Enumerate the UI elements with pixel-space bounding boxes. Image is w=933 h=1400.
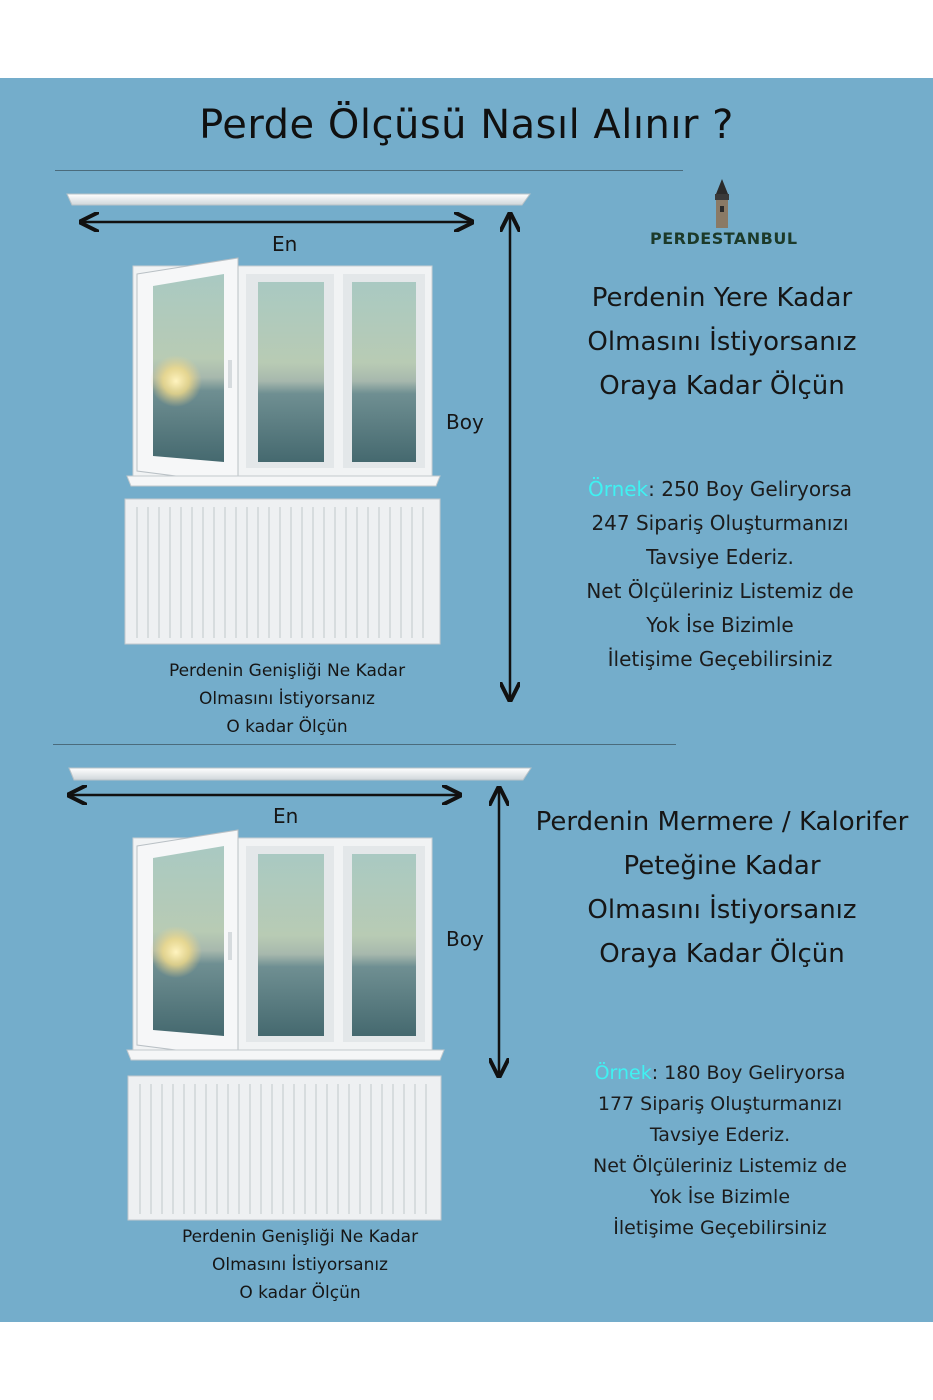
note-line: Yok İse Bizimle	[646, 613, 794, 637]
section2-heading	[520, 800, 924, 976]
note-line: İletişime Geçebilirsiniz	[613, 1217, 827, 1239]
heading-line: Oraya Kadar Ölçün	[599, 371, 845, 401]
section2-note	[560, 1058, 880, 1244]
example-prefix: Örnek	[587, 477, 649, 501]
note-line: 177 Sipariş Oluşturmanızı	[597, 1093, 843, 1115]
curtain-rail	[67, 194, 530, 205]
note-line: Örnek: 180 Boy Geliryorsa	[594, 1062, 846, 1084]
heading-line: Perdenin Mermere / Kalorifer	[535, 807, 909, 837]
example-prefix: Örnek	[594, 1062, 652, 1084]
radiator-illustration	[128, 1076, 441, 1220]
curtain-rail	[69, 768, 531, 780]
note-line: 247 Sipariş Oluşturmanızı	[591, 511, 849, 535]
heading-line: Oraya Kadar Ölçün	[599, 939, 845, 969]
poster-background	[0, 78, 933, 1322]
heading-line: Peteğine Kadar	[623, 851, 821, 881]
width-label: En	[272, 232, 298, 256]
height-label: Boy	[446, 410, 484, 434]
note-line: Net Ölçüleriniz Listemiz de	[586, 579, 854, 603]
note-line: Tavsiye Ederiz.	[649, 1124, 791, 1146]
middle-divider	[53, 744, 676, 745]
section1-note	[550, 472, 890, 676]
window-illustration	[127, 258, 440, 486]
window-illustration	[127, 830, 444, 1060]
heading-line: Olmasını İstiyorsanız	[587, 327, 857, 357]
section1-heading	[540, 276, 904, 408]
heading-line: Olmasını İstiyorsanız	[587, 895, 857, 925]
galata-tower-icon	[710, 178, 734, 230]
page-title: Perde Ölçüsü Nasıl Alınır ?	[199, 102, 734, 148]
window-diagram-1	[0, 78, 560, 718]
section2-caption: Perdenin Genişliği Ne Kadar Olmasını İstiyorsanız O kadar Ölçün	[181, 1227, 419, 1303]
note-line: Yok İse Bizimle	[649, 1186, 791, 1208]
height-label: Boy	[446, 927, 484, 951]
note-line: Tavsiye Ederiz.	[646, 545, 794, 569]
heading-line: Perdenin Yere Kadar	[591, 283, 853, 313]
note-line: İletişime Geçebilirsiniz	[607, 647, 833, 671]
brand-logo: PERDESTANBUL	[650, 229, 798, 248]
note-line: Net Ölçüleriniz Listemiz de	[593, 1155, 847, 1177]
radiator-illustration	[125, 499, 440, 644]
note-line: Örnek: 250 Boy Geliryorsa	[587, 477, 853, 501]
width-label: En	[273, 804, 299, 828]
window-diagram-2	[0, 758, 560, 1248]
section1-caption: Perdenin Genişliği Ne Kadar Olmasını İstiyorsanız O kadar Ölçün	[168, 661, 406, 737]
